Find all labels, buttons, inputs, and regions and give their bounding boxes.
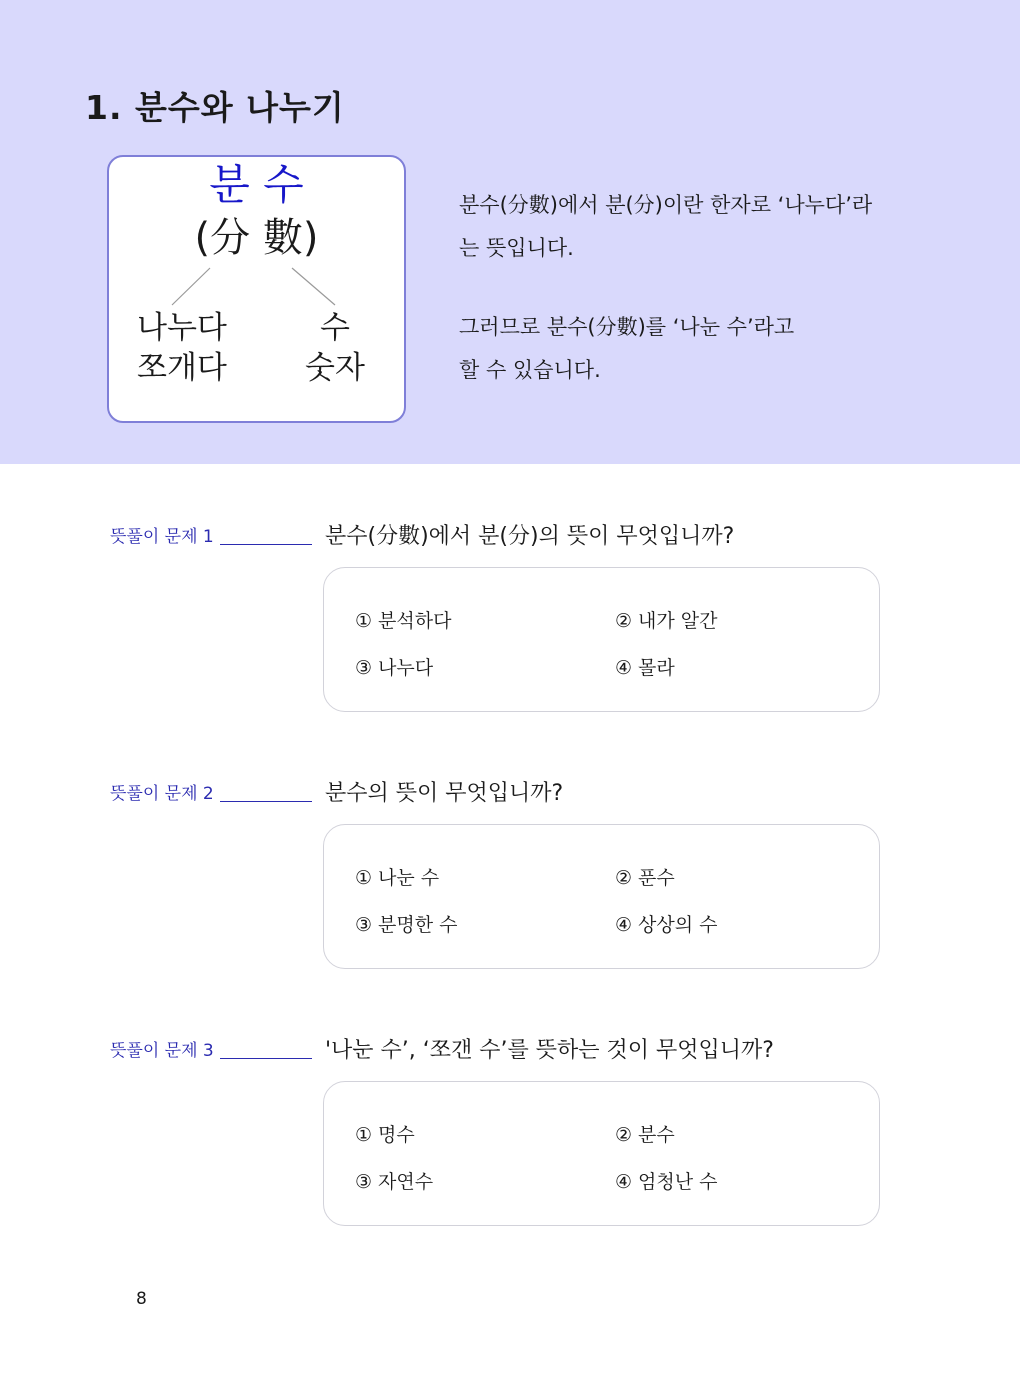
option-text: 상상의 수 <box>638 914 718 936</box>
explanation-paragraph-2 <box>459 306 794 392</box>
explanation-line: 분수(分數)에서 분(分)이란 한자로 ‘나누다’라 <box>459 193 873 217</box>
options-box <box>323 567 880 712</box>
option-text: 푼수 <box>638 867 675 889</box>
option-text: 분석하다 <box>378 610 452 632</box>
intro-section <box>0 0 1020 464</box>
option-2[interactable] <box>615 609 718 633</box>
option-text: 나누다 <box>378 657 434 679</box>
concept-hanja: (分 數) <box>194 215 319 261</box>
option-marker: ③ <box>355 657 373 679</box>
section-title: 1. 분수와 나누기 <box>85 88 345 127</box>
option-4[interactable] <box>615 656 675 680</box>
branch-line-right <box>292 268 335 305</box>
option-text: 엄청난 수 <box>638 1171 718 1193</box>
option-text: 나눈 수 <box>378 867 440 889</box>
meaning-right-2: 숫자 <box>305 350 365 386</box>
question-text: 분수의 뜻이 무엇입니까? <box>325 781 564 806</box>
option-marker: ① <box>355 867 373 889</box>
meaning-column-left <box>137 308 227 388</box>
question-1 <box>0 522 1020 714</box>
option-marker: ③ <box>355 914 373 936</box>
question-label: 뜻풀이 문제 2 <box>110 784 214 804</box>
answer-blank[interactable] <box>220 544 312 545</box>
option-text: 분수 <box>638 1124 675 1146</box>
option-1[interactable] <box>355 1123 415 1147</box>
options-box <box>323 824 880 969</box>
branch-line-left <box>172 268 210 305</box>
option-marker: ② <box>615 1124 633 1146</box>
option-marker: ② <box>615 610 633 632</box>
option-4[interactable] <box>615 913 718 937</box>
option-3[interactable] <box>355 913 458 937</box>
page-number: 8 <box>136 1289 147 1309</box>
answer-blank[interactable] <box>220 801 312 802</box>
option-marker: ① <box>355 610 373 632</box>
option-4[interactable] <box>615 1170 718 1194</box>
option-2[interactable] <box>615 866 675 890</box>
option-marker: ④ <box>615 1171 633 1193</box>
concept-word: 분 수 <box>209 160 304 209</box>
explanation-line: 그러므로 분수(分數)를 ‘나눈 수’라고 <box>459 315 795 339</box>
option-marker: ④ <box>615 914 633 936</box>
meaning-left-1: 나누다 <box>137 310 227 346</box>
option-marker: ① <box>355 1124 373 1146</box>
explanation-line: 할 수 있습니다. <box>459 358 601 382</box>
option-marker: ③ <box>355 1171 373 1193</box>
option-3[interactable] <box>355 1170 433 1194</box>
option-text: 자연수 <box>378 1171 434 1193</box>
option-text: 명수 <box>378 1124 415 1146</box>
question-text: '나눈 수’, ‘쪼갠 수’를 뜻하는 것이 무엇입니까? <box>325 1038 774 1063</box>
question-label: 뜻풀이 문제 1 <box>110 527 214 547</box>
concept-box <box>107 155 406 423</box>
option-2[interactable] <box>615 1123 675 1147</box>
meaning-right-1: 수 <box>320 310 350 346</box>
option-1[interactable] <box>355 866 439 890</box>
option-text: 내가 알간 <box>638 610 718 632</box>
option-marker: ④ <box>615 657 633 679</box>
explanation-line: 는 뜻입니다. <box>459 236 574 260</box>
question-text: 분수(分數)에서 분(分)의 뜻이 무엇입니까? <box>325 524 735 549</box>
option-1[interactable] <box>355 609 451 633</box>
question-2 <box>0 779 1020 971</box>
option-3[interactable] <box>355 656 433 680</box>
question-3 <box>0 1036 1020 1228</box>
explanation-paragraph-1 <box>459 184 872 270</box>
options-box <box>323 1081 880 1226</box>
option-text: 몰라 <box>638 657 675 679</box>
meaning-left-2: 쪼개다 <box>137 350 227 386</box>
option-text: 분명한 수 <box>378 914 458 936</box>
option-marker: ② <box>615 867 633 889</box>
answer-blank[interactable] <box>220 1058 312 1059</box>
question-label: 뜻풀이 문제 3 <box>110 1041 214 1061</box>
meaning-column-right <box>295 308 375 388</box>
